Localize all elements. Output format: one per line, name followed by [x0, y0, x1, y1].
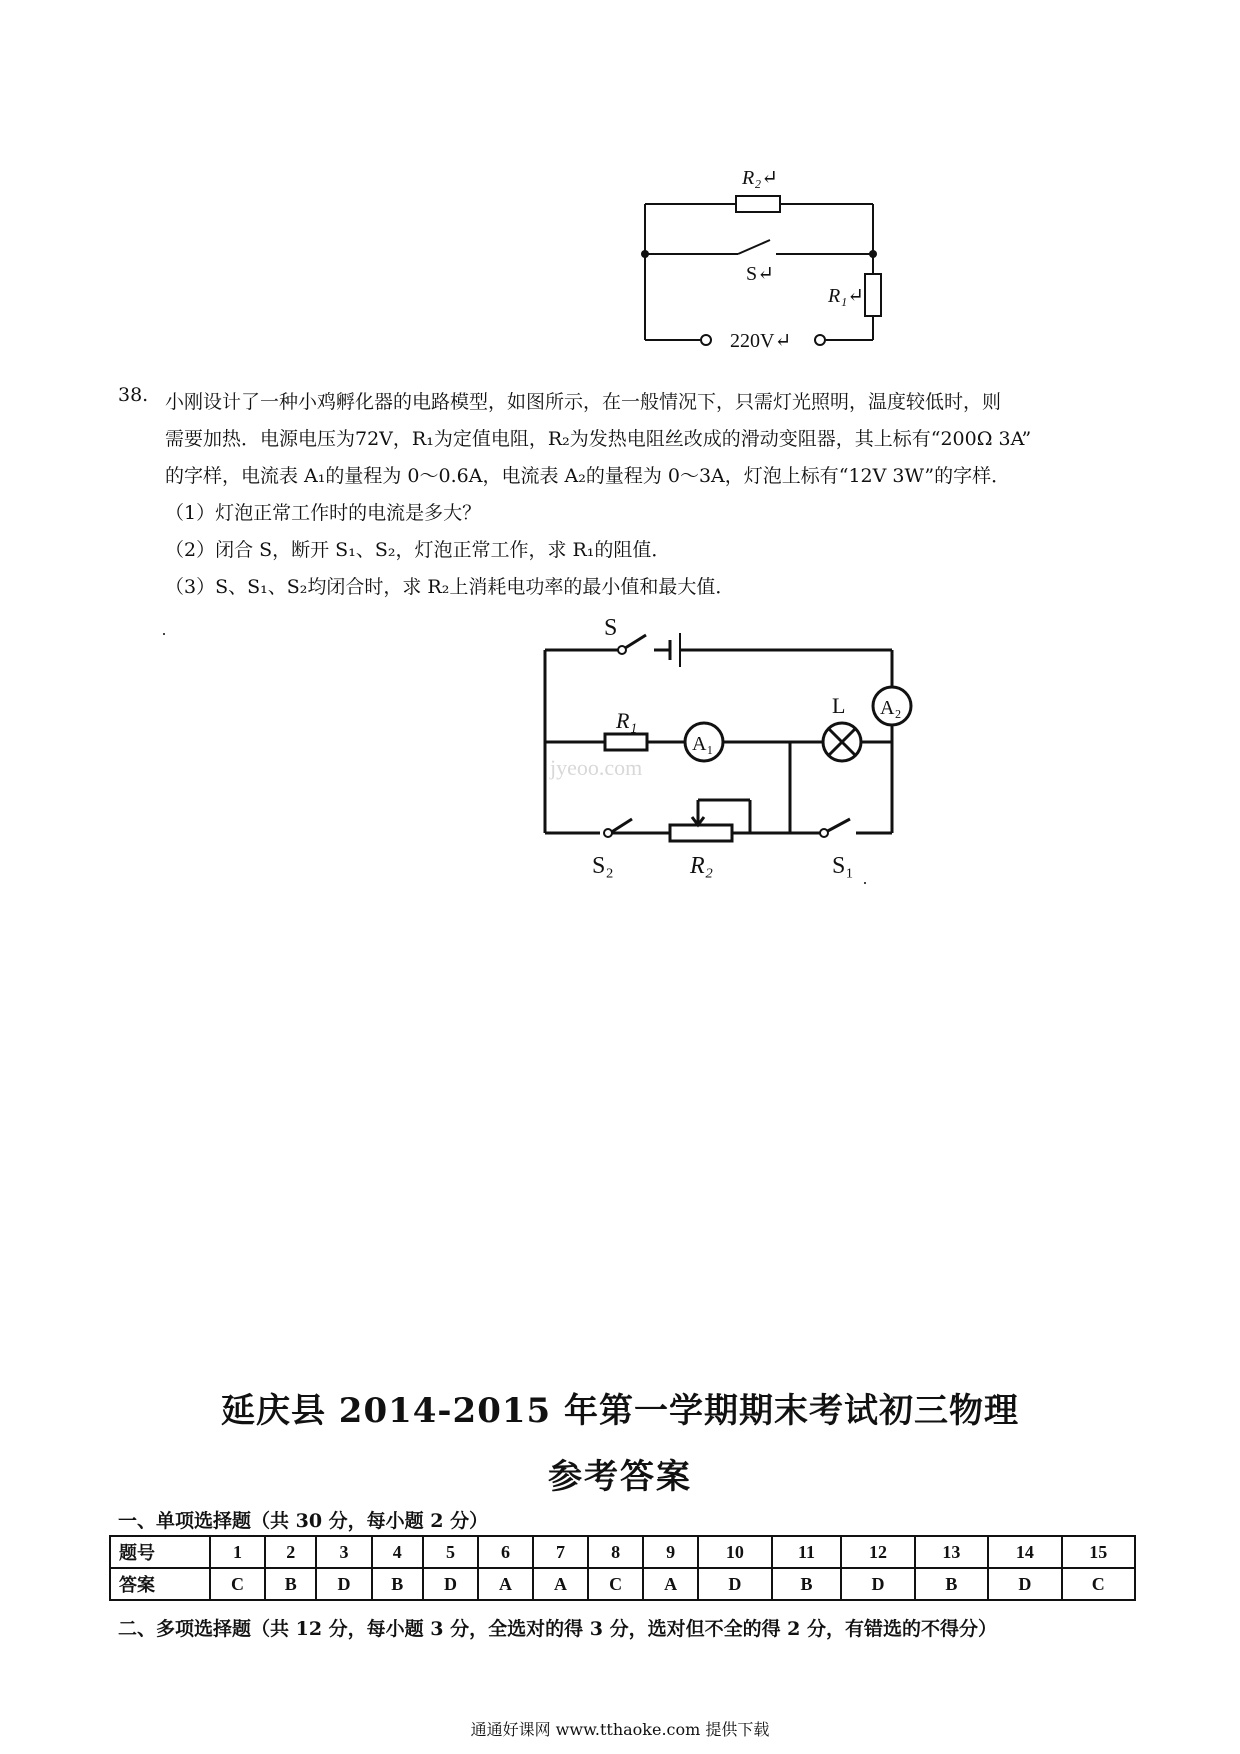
table-cell: D — [988, 1568, 1061, 1600]
table-cell: 5 — [423, 1536, 478, 1568]
table-cell: 15 — [1062, 1536, 1135, 1568]
sub-question-3: （3）S、S₁、S₂均闭合时，求 R₂上消耗电功率的最小值和最大值． — [165, 576, 735, 598]
page-footer: 通通好课网 www.tthaoke.com 提供下载 — [470, 1720, 770, 1739]
answer-table — [109, 1535, 1136, 1601]
table-cell: 13 — [915, 1536, 988, 1568]
table-cell: 4 — [372, 1536, 423, 1568]
row-header-answer: 答案 — [110, 1568, 210, 1600]
table-cell: 1 — [210, 1536, 265, 1568]
table-cell: B — [265, 1568, 316, 1600]
table-cell: B — [772, 1568, 842, 1600]
question-stem-line: 小刚设计了一种小鸡孵化器的电路模型，如图所示，在一般情况下，只需灯光照明，温度较低时，则 — [165, 391, 1002, 413]
table-cell: A — [643, 1568, 698, 1600]
table-cell: C — [588, 1568, 643, 1600]
label-s: S — [604, 615, 618, 641]
watermark: jyeoo.com — [550, 755, 643, 780]
table-cell: D — [698, 1568, 771, 1600]
stray-dot — [163, 633, 165, 635]
stray-dot — [864, 882, 866, 884]
table-row — [110, 1536, 1135, 1568]
row-header-number: 题号 — [110, 1536, 210, 1568]
question-number: 38. — [118, 384, 149, 406]
sub-question-1: （1）灯泡正常工作时的电流是多大？ — [165, 502, 482, 524]
label-s: S↵ — [746, 263, 774, 285]
label-a1: A₁ — [692, 733, 714, 755]
label-a2: A₂ — [880, 697, 902, 719]
answer-subtitle: 参考答案 — [548, 1457, 692, 1497]
question-stem-line: 的字样，电流表 A₁的量程为 0～0.6A，电流表 A₂的量程为 0～3A，灯泡上标有“12V 3W”的字样． — [165, 465, 1011, 487]
circuit-diagram-2 — [520, 605, 920, 890]
table-cell: 10 — [698, 1536, 771, 1568]
table-cell: A — [478, 1568, 533, 1600]
section-2-heading: 二、多项选择题（共 12 分，每小题 3 分，全选对的得 3 分，选对但不全的得 2 分，有错选的不得分） — [118, 1618, 998, 1640]
question-stem-line: 需要加热．电源电压为72V，R₁为定值电阻，R₂为发热电阻丝改成的滑动变阻器，其上标有“200Ω 3A” — [165, 428, 1032, 450]
table-cell: 3 — [316, 1536, 371, 1568]
table-cell: D — [316, 1568, 371, 1600]
label-l: L — [832, 693, 846, 718]
label-s1: S₁ — [832, 853, 854, 879]
table-cell: 9 — [643, 1536, 698, 1568]
table-cell: A — [533, 1568, 588, 1600]
circuit-diagram-1 — [630, 150, 890, 350]
table-cell: 6 — [478, 1536, 533, 1568]
table-cell: B — [915, 1568, 988, 1600]
table-cell: D — [841, 1568, 914, 1600]
label-r2: R₂↵ — [742, 167, 778, 189]
sub-question-2: （2）闭合 S，断开 S₁、S₂，灯泡正常工作，求 R₁的阻值． — [165, 539, 671, 561]
table-cell: 12 — [841, 1536, 914, 1568]
section-1-heading: 一、单项选择题（共 30 分，每小题 2 分） — [118, 1510, 489, 1532]
label-voltage: 220V↵ — [730, 330, 792, 350]
label-r1: R₁↵ — [828, 285, 864, 307]
label-r2: R₂ — [690, 853, 714, 879]
table-cell: C — [210, 1568, 265, 1600]
table-cell: C — [1062, 1568, 1135, 1600]
table-cell: 14 — [988, 1536, 1061, 1568]
table-cell: D — [423, 1568, 478, 1600]
table-cell: 7 — [533, 1536, 588, 1568]
table-cell: 8 — [588, 1536, 643, 1568]
table-row — [110, 1568, 1135, 1600]
label-s2: S₂ — [592, 853, 614, 879]
label-r1: R₁ — [616, 708, 638, 733]
answer-title: 延庆县 2014-2015 年第一学期期末考试初三物理 — [220, 1391, 1020, 1431]
question-body — [165, 384, 1125, 606]
table-cell: 11 — [772, 1536, 842, 1568]
table-cell: B — [372, 1568, 423, 1600]
table-cell: 2 — [265, 1536, 316, 1568]
